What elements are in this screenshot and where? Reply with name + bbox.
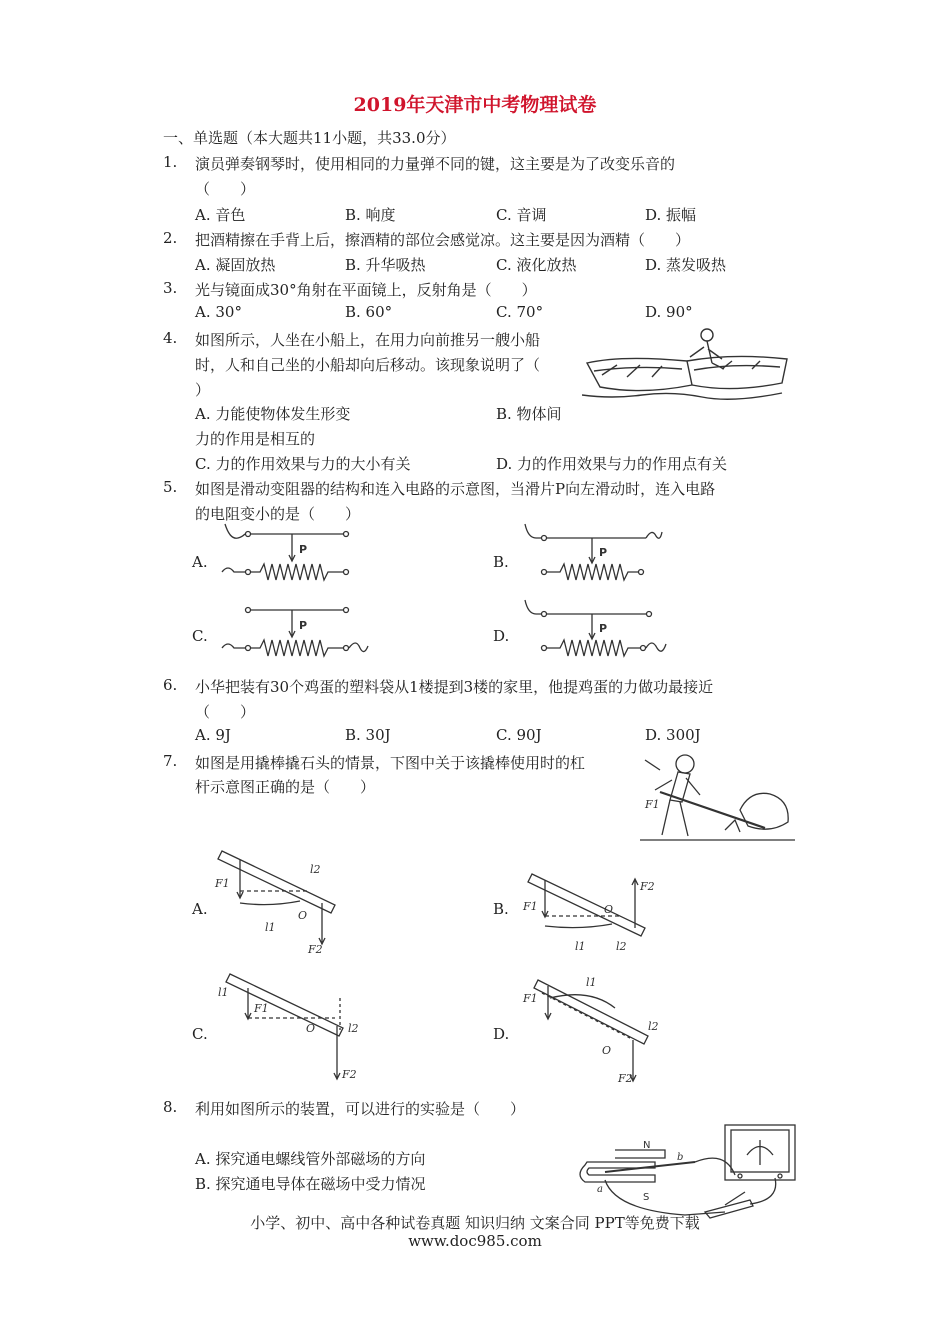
q5-option-c: C. xyxy=(192,627,208,645)
q5-option-a: A. xyxy=(192,553,208,571)
svg-text:b: b xyxy=(677,1152,684,1163)
crowbar-scene-figure xyxy=(640,750,795,845)
q2-text: 把酒精擦在手背上后，擦酒精的部位会感觉凉。这主要是因为酒精（ ） xyxy=(195,231,691,249)
q3-text: 光与镜面成30°角射在平面镜上，反射角是（ ） xyxy=(195,281,537,299)
svg-text:S: S xyxy=(643,1192,650,1203)
footer-url[interactable]: www.doc985.com xyxy=(408,1232,542,1250)
q5-number: 5. xyxy=(163,478,178,496)
rheostat-figure-a xyxy=(220,522,360,584)
q6-option-c: C. 90J xyxy=(496,726,542,744)
slider-label: P xyxy=(599,622,608,635)
q2-option-d: D. 蒸发吸热 xyxy=(645,256,727,274)
q6-option-a: A. 9J xyxy=(195,726,231,744)
q4-line2: 时，人和自己坐的小船却向后移动。该现象说明了（ xyxy=(195,356,541,374)
slider-label: P xyxy=(299,543,308,556)
lever-diagram-d xyxy=(520,968,670,1086)
svg-text:N: N xyxy=(643,1140,651,1151)
q7-option-d: D. xyxy=(493,1025,510,1043)
q6-option-d: D. 300J xyxy=(645,726,701,744)
q2-option-a: A. 凝固放热 xyxy=(195,256,276,274)
q8-text: 利用如图所示的装置，可以进行的实验是（ ） xyxy=(195,1100,526,1118)
q1-paren: （ ） xyxy=(195,180,256,198)
svg-text:F1: F1 xyxy=(215,877,230,890)
q8-option-b: B. 探究通电导体在磁场中受力情况 xyxy=(195,1175,426,1193)
svg-text:F2: F2 xyxy=(618,1072,633,1085)
q7-line1: 如图是用撬棒撬石头的情景，下图中关于该撬棒使用时的杠 xyxy=(195,754,586,772)
q4-line3: ） xyxy=(195,381,211,399)
q6-option-b: B. 30J xyxy=(345,726,391,744)
svg-text:l1: l1 xyxy=(586,976,597,989)
q3-option-c: C. 70° xyxy=(496,303,544,321)
q1-option-a: A. 音色 xyxy=(195,206,246,224)
q1-option-b: B. 响度 xyxy=(345,206,396,224)
q3-option-d: D. 90° xyxy=(645,303,693,321)
q6-number: 6. xyxy=(163,676,178,694)
q3-option-a: A. 30° xyxy=(195,303,242,321)
lever-diagram-a xyxy=(210,845,350,960)
svg-text:l2: l2 xyxy=(648,1020,659,1033)
q8-number: 8. xyxy=(163,1098,178,1116)
svg-text:l1: l1 xyxy=(265,921,276,934)
svg-text:O: O xyxy=(604,903,614,916)
q1-number: 1. xyxy=(163,153,178,171)
svg-text:l1: l1 xyxy=(218,986,229,999)
svg-text:l1: l1 xyxy=(575,940,586,953)
footer-tagline: 小学、初中、高中各种试卷真题 知识归纳 文案合同 PPT等免费下载 xyxy=(250,1214,700,1232)
q2-option-c: C. 液化放热 xyxy=(496,256,577,274)
q7-option-b: B. xyxy=(493,900,509,918)
q6-paren: （ ） xyxy=(195,703,256,721)
q7-option-c: C. xyxy=(192,1025,208,1043)
q4-number: 4. xyxy=(163,329,178,347)
q6-text: 小华把装有30个鸡蛋的塑料袋从1楼提到3楼的家里，他提鸡蛋的力做功最接近 xyxy=(195,678,714,696)
page-title: 2019年天津市中考物理试卷 xyxy=(353,94,597,116)
q3-number: 3. xyxy=(163,279,178,297)
svg-text:F1: F1 xyxy=(523,992,538,1005)
q5-line2: 的电阻变小的是（ ） xyxy=(195,505,361,523)
q4-option-c: C. 力的作用效果与力的大小有关 xyxy=(195,455,411,473)
q5-option-b: B. xyxy=(493,553,509,571)
q4-option-b: B. 物体间 xyxy=(496,405,562,423)
svg-text:F1: F1 xyxy=(254,1002,269,1015)
svg-text:l2: l2 xyxy=(310,863,321,876)
q1-option-d: D. 振幅 xyxy=(645,206,697,224)
svg-text:F1: F1 xyxy=(523,900,538,913)
svg-text:O: O xyxy=(298,909,308,922)
q4-option-a: A. 力能使物体发生形变 xyxy=(195,405,351,423)
svg-text:a: a xyxy=(597,1184,603,1195)
q2-number: 2. xyxy=(163,229,178,247)
q7-number: 7. xyxy=(163,752,178,770)
q5-line1: 如图是滑动变阻器的结构和连入电路的示意图，当滑片P向左滑动时，连入电路 xyxy=(195,480,716,498)
section-heading: 一、单选题（本大题共11小题，共33.0分） xyxy=(163,129,456,147)
slider-label: P xyxy=(299,619,308,632)
q4-line1: 如图所示，人坐在小船上，在用力向前推另一艘小船 xyxy=(195,331,541,349)
q3-option-b: B. 60° xyxy=(345,303,393,321)
boat-figure xyxy=(582,325,792,410)
q1-option-c: C. 音调 xyxy=(496,206,547,224)
slider-label: P xyxy=(599,546,608,559)
q1-text: 演员弹奏钢琴时，使用相同的力量弹不同的键，这主要是为了改变乐音的 xyxy=(195,155,676,173)
svg-text:l2: l2 xyxy=(348,1022,359,1035)
svg-text:O: O xyxy=(306,1022,316,1035)
q5-option-d: D. xyxy=(493,627,510,645)
lever-diagram-c xyxy=(210,968,360,1086)
rheostat-figure-b xyxy=(520,522,665,584)
q2-option-b: B. 升华吸热 xyxy=(345,256,426,274)
svg-text:O: O xyxy=(602,1044,612,1057)
q7-option-a: A. xyxy=(192,900,208,918)
rheostat-figure-c xyxy=(220,598,370,660)
svg-text:l2: l2 xyxy=(616,940,627,953)
lever-diagram-b xyxy=(520,868,660,963)
svg-text:F2: F2 xyxy=(342,1068,357,1081)
q4-option-d: D. 力的作用效果与力的作用点有关 xyxy=(496,455,728,473)
q7-line2: 杆示意图正确的是（ ） xyxy=(195,778,376,796)
svg-text:F2: F2 xyxy=(640,880,655,893)
force-label: F1 xyxy=(645,798,660,811)
q4-option-b-cont: 力的作用是相互的 xyxy=(195,430,316,448)
q8-option-a: A. 探究通电螺线管外部磁场的方向 xyxy=(195,1150,426,1168)
rheostat-figure-d xyxy=(520,598,670,660)
svg-text:F2: F2 xyxy=(308,943,323,956)
